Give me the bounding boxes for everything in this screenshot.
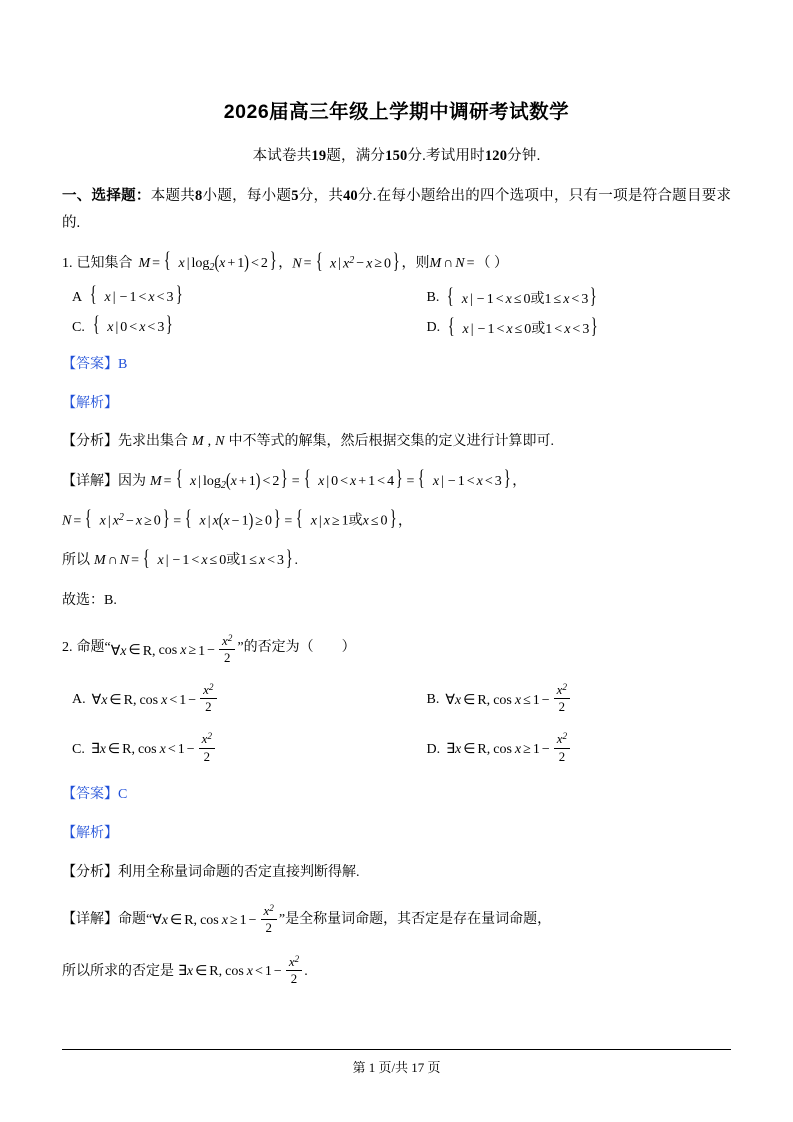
question-2-analysis-label: 【解析】	[62, 826, 118, 842]
subtitle-question-count: 19	[311, 148, 327, 164]
section-intro-t4: 分.在每小题给出的四个选项中，只有一项是符合题目要求的.	[62, 188, 732, 231]
question-1-fenxi-sets: M	[192, 434, 204, 450]
question-2-fenxi-text: 利用全称量词命题的否定直接判断得解.	[118, 864, 360, 880]
question-1-conclusion: 故选：B.	[62, 593, 117, 609]
question-1-option-D[interactable]	[397, 314, 732, 339]
question-2-fenxi-label: 【分析】	[62, 864, 118, 880]
question-2-quote-open: “	[104, 639, 111, 655]
question-1-xiangjie-prefix-3: 所以	[62, 553, 90, 569]
question-2-option-B[interactable]	[397, 684, 732, 717]
section-intro-n3: 40	[343, 188, 358, 204]
question-1-xiangjie-expr-3: M ∩ N = { x | − 1 < x ≤ 0或1 ≤ x < 3}	[94, 545, 293, 570]
question-1-xiangjie-expr-2: N = { x | $x^2 - x \ge 0$} = { x | x(x − 1) ≥ 0} = { x | x ≥ 1或x ≤ 0}	[62, 506, 397, 532]
question-2-stem	[62, 635, 731, 668]
exam-subtitle	[62, 144, 731, 165]
question-2	[62, 635, 731, 989]
subtitle-duration: 120	[484, 148, 508, 164]
question-1-stem	[62, 248, 731, 278]
question-1-analysis-label: 【解析】	[62, 395, 118, 411]
question-2-xiangjie-expr: ∀x ∈ R, cos x ≥ 1 − $\frac{x^2}{2}$	[152, 904, 279, 937]
question-1	[62, 248, 731, 615]
question-1-option-A[interactable]	[62, 282, 397, 308]
question-2-fenxi	[62, 860, 731, 887]
question-1-answer	[62, 352, 731, 377]
question-1-option-A-expr: { x | − 1 < x < 3}	[89, 282, 183, 307]
question-2-option-A-label: A.	[72, 692, 86, 708]
question-1-option-A-label: A	[72, 289, 83, 305]
question-2-answer	[62, 782, 731, 807]
question-1-comma-1: ，	[278, 255, 293, 271]
question-2-xiangjie-2-expr: ∃x ∈ R, cos x < 1 − $\frac{x^2}{2}$	[178, 955, 304, 988]
question-1-answer-label: 【答案】	[62, 356, 118, 372]
question-2-option-C[interactable]	[62, 733, 397, 766]
question-1-xiangjie-label: 【详解】	[62, 473, 118, 489]
question-1-fenxi-label: 【分析】	[62, 434, 118, 450]
question-2-quote-close: ”	[237, 639, 244, 655]
subtitle-total-score: 150	[385, 148, 408, 164]
question-1-set-N: N = { x | $x^2 - x \ge 0$}	[292, 248, 400, 273]
question-2-options-row-2	[62, 733, 731, 766]
section-intro-t3: 分，共	[298, 188, 344, 204]
question-2-options-row-1	[62, 684, 731, 717]
page-title: 2026届高三年级上学期中调研考试数学	[223, 101, 570, 123]
question-1-xiangjie-expr-1: M = { x | $\log_2(x + 1) < 2$} = { x | 0 < x + 1 < 4} = { x | − 1 < x < 3}	[150, 466, 511, 492]
question-1-stem-prefix: 已知集合	[76, 255, 133, 271]
section-intro-t2: 小题，每小题	[202, 188, 292, 204]
question-1-stem-suffix: ，则	[401, 255, 430, 271]
question-1-option-C[interactable]	[62, 312, 397, 338]
question-1-xiangjie-prefix: 因为	[118, 473, 146, 489]
question-1-stem-paren: （ ）	[476, 255, 509, 271]
question-2-answer-value: C	[118, 787, 128, 803]
question-1-xiangjie-comma-1: ，	[512, 473, 527, 489]
section-intro-n2: 5	[291, 188, 299, 204]
question-2-option-D-expr: ∃x ∈ R, cos x ≥ 1 − $\frac{x^2}{2}$	[446, 733, 572, 766]
question-2-stem-suffix: 的否定为（ ）	[243, 639, 356, 655]
question-1-option-B-expr: { x | − 1 < x ≤ 0或1 ≤ x < 3}	[447, 284, 597, 309]
question-1-xiangjie-comma-2: ，	[397, 513, 412, 529]
section-intro-t1: 本题共	[150, 188, 196, 204]
question-2-xiangjie-prefix: 命题	[118, 912, 146, 928]
question-1-xiangjie-1	[62, 466, 731, 496]
question-2-stem-expr: ∀x ∈ R, cos x ≥ 1 − $\frac{x^2}{2}$	[111, 635, 238, 668]
question-1-stem-expr: M ∩ N =	[429, 255, 475, 271]
question-1-option-B[interactable]	[397, 284, 732, 309]
question-1-option-C-expr: { x | 0 < x < 3}	[92, 312, 173, 337]
question-2-xiangjie-quote-open: “	[146, 912, 153, 928]
question-2-option-A[interactable]	[62, 684, 397, 717]
question-1-number: 1.	[62, 255, 73, 271]
question-2-option-A-expr: ∀x ∈ R, cos x < 1 − $\frac{x^2}{2}$	[92, 684, 219, 717]
question-2-stem-prefix: 命题	[76, 639, 105, 655]
question-2-option-D-label: D.	[426, 741, 441, 757]
question-2-xiangjie-label: 【详解】	[62, 912, 118, 928]
question-2-xiangjie-suffix: 是全称量词命题，其否定是存在量词命题，	[285, 912, 552, 928]
question-1-options-row-2	[62, 312, 731, 339]
question-1-options-row-1	[62, 282, 731, 309]
question-1-fenxi: 【分析】 先求出集合 M , N 中不等式的解集，然后根据交集的定义进行计算即可.	[62, 429, 731, 456]
question-2-option-B-expr: ∀x ∈ R, cos x ≤ 1 − $\frac{x^2}{2}$	[445, 684, 572, 717]
question-1-xiangjie-2	[62, 508, 731, 535]
question-1-option-D-expr: { x | − 1 < x ≤ 0或1 < x < 3}	[447, 314, 598, 339]
question-1-fenxi-text: 先求出集合	[118, 434, 188, 450]
subtitle-part-3: 分.考试用时	[407, 148, 485, 164]
section-intro-lead: 一、选择题：	[62, 188, 151, 204]
question-1-option-D-label: D.	[426, 319, 441, 335]
question-2-xiangjie-2	[62, 955, 731, 988]
question-1-option-C-label: C.	[72, 319, 85, 335]
question-1-fenxi-text2: 中不等式的解集，然后根据交集的定义进行计算即可.	[228, 434, 555, 450]
section-intro-n1: 8	[195, 188, 203, 204]
question-2-option-C-expr: ∃x ∈ R, cos x < 1 − $\frac{x^2}{2}$	[91, 733, 217, 766]
question-2-number: 2.	[62, 639, 73, 655]
question-2-xiangjie-quote-close: ”	[278, 912, 286, 928]
footer-divider	[62, 1049, 731, 1050]
question-1-xiangjie-3	[62, 545, 731, 575]
question-1-set-M: M = { x | $\log_2(x + 1) < 2$}	[138, 248, 277, 273]
question-2-option-C-label: C.	[72, 741, 85, 757]
question-1-xiangjie-period: .	[294, 553, 298, 569]
question-2-option-D[interactable]	[397, 733, 732, 766]
question-2-xiangjie-2-prefix: 所以所求的否定是	[62, 963, 174, 979]
subtitle-part-1: 本试卷共	[252, 148, 312, 164]
question-2-option-B-label: B.	[426, 692, 440, 708]
page-footer: 第 1 页/共 17 页	[352, 1060, 441, 1075]
question-1-option-B-label: B.	[426, 289, 440, 305]
question-2-xiangjie-1	[62, 904, 731, 937]
section-intro	[62, 183, 731, 237]
subtitle-part-4: 分钟.	[507, 148, 541, 164]
subtitle-part-2: 题，满分	[326, 148, 386, 164]
question-1-answer-value: B	[118, 356, 128, 372]
question-2-xiangjie-2-period: .	[304, 963, 308, 979]
question-2-answer-label: 【答案】	[62, 787, 118, 803]
